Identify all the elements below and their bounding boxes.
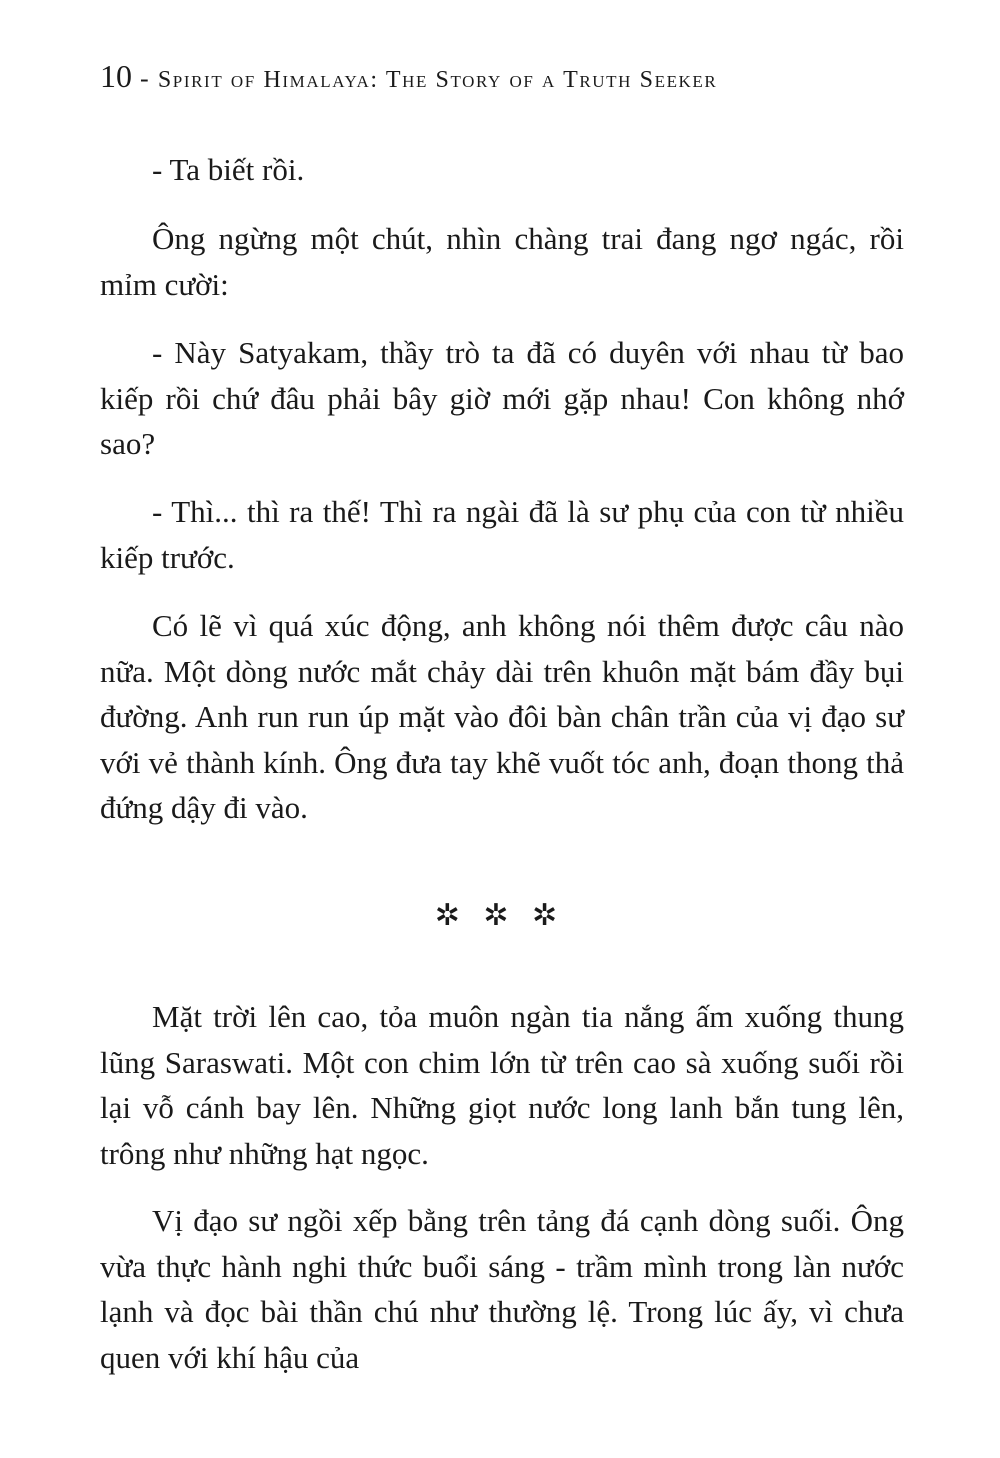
header-separator: -	[140, 64, 150, 93]
paragraph: Vị đạo sư ngồi xếp bằng trên tảng đá cạnh dòng suối. Ông vừa thực hành nghi thức buổi sáng - trầm mình trong làn nước lạnh và đọc bài thần chú như thường lệ. Trong lúc ấy, vì chưa quen với khí hậu của	[100, 1203, 904, 1375]
paragraph: Ông ngừng một chút, nhìn chàng trai đang ngơ ngác, rồi mỉm cười:	[100, 221, 904, 302]
paragraph: Có lẽ vì quá xúc động, anh không nói thêm được câu nào nữa. Một dòng nước mắt chảy dài trên khuôn mặt bám đầy bụi đường. Anh run run úp mặt vào đôi bàn chân trần của vị đạo sư với vẻ thành kính. Ông đưa tay khẽ vuốt tóc anh, đoạn thong thả đứng dậy đi vào.	[100, 608, 904, 825]
paragraph: - Này Satyakam, thầy trò ta đã có duyên với nhau từ bao kiếp rồi chứ đâu phải bây giờ mới gặp nhau! Con không nhớ sao?	[100, 335, 904, 461]
paragraph: - Thì... thì ra thế! Thì ra ngài đã là sư phụ của con từ nhiều kiếp trước.	[100, 494, 904, 575]
paragraph: Mặt trời lên cao, tỏa muôn ngàn tia nắng ấm xuống thung lũng Saraswati. Một con chim lớn từ trên cao sà xuống suối rồi lại vỗ cánh bay lên. Những giọt nước long lanh bắn tung lên, trông như những hạt ngọc.	[100, 999, 904, 1171]
running-header	[100, 56, 920, 100]
page-number: 10	[100, 58, 132, 94]
scene-break: ✲ ✲ ✲	[434, 899, 566, 932]
book-title: Spirit of Himalaya: The Story of a Truth Seeker	[157, 67, 718, 93]
paragraph: - Ta biết rồi.	[152, 152, 305, 187]
